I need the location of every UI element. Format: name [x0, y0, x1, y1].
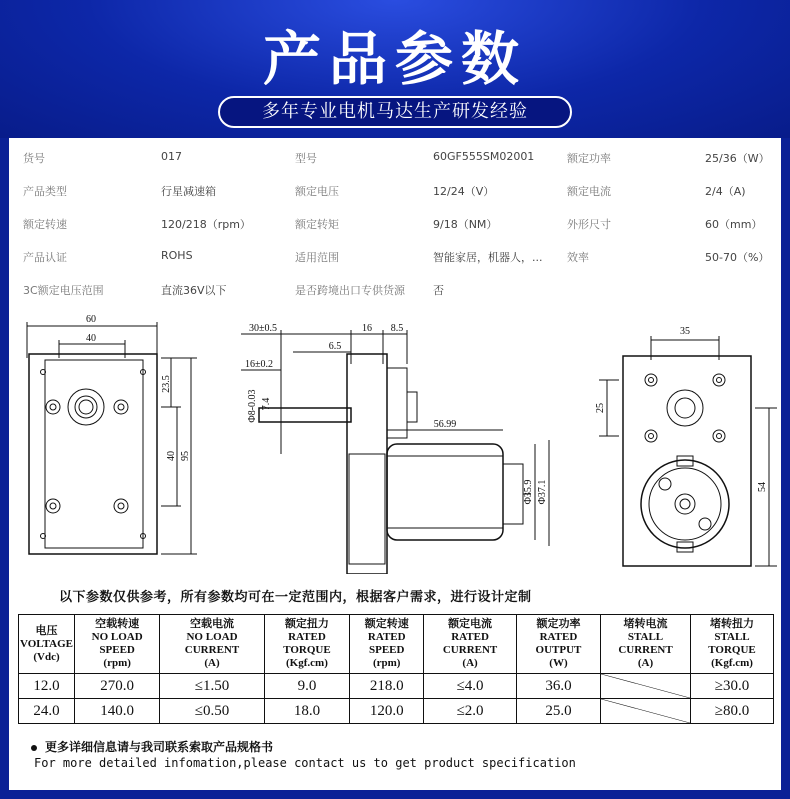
subtitle-badge: 多年专业电机马达生产研发经验 [218, 96, 572, 128]
front-dim-hole-height: 40 [166, 451, 177, 461]
spec-label: 额定功率 [567, 152, 611, 165]
col-header-no-load-current: 空载电流 NO LOAD CURRENT (A) [160, 615, 264, 674]
side-view-drawing [231, 324, 561, 574]
spec-label: 效率 [567, 251, 589, 264]
spec-label: 型号 [295, 152, 317, 165]
front-dim-hole-spacing: 40 [86, 333, 96, 344]
table-cell: 36.0 [516, 674, 600, 699]
spec-value: 60（mm） [705, 218, 763, 231]
spec-label: 额定电流 [567, 185, 611, 198]
more-info-en: For more detailed infomation,please contact us to get product specification [34, 756, 576, 770]
table-cell: ≤1.50 [160, 674, 264, 699]
table-row [19, 699, 774, 724]
spec-value: 50-70（%） [705, 251, 770, 264]
table-cell: 218.0 [350, 674, 424, 699]
spec-label: 额定转速 [23, 218, 67, 231]
table-row [19, 674, 774, 699]
front-dim-top-offset: 23.5 [161, 375, 172, 393]
more-info-cn: 更多详细信息请与我司联系索取产品规格书 [31, 738, 273, 755]
spec-value: 2/4（A) [705, 185, 746, 198]
col-header-rated-speed: 额定转速 RATED SPEED (rpm) [350, 615, 424, 674]
back-dim-motor-offset: 54 [757, 482, 768, 492]
spec-value: 12/24（V） [433, 185, 495, 198]
back-view-drawing [589, 324, 779, 574]
col-header-rated-current: 额定电流 RATED CURRENT (A) [424, 615, 517, 674]
spec-value: 智能家居，机器人，... [433, 251, 543, 264]
spec-value: 行星减速箱 [161, 185, 216, 198]
front-dim-height: 95 [180, 451, 191, 461]
side-dim-motor-outer: Φ37.1 [537, 479, 548, 505]
side-dim-motor-dia: Φ35.9 [523, 479, 534, 505]
spec-value: 否 [433, 284, 444, 297]
spec-value: 017 [161, 150, 182, 163]
table-cell: 25.0 [516, 699, 600, 724]
side-dim-cap: 8.5 [390, 324, 404, 334]
col-header-rated-torque: 额定扭力 RATED TORQUE (Kgf.cm) [264, 615, 350, 674]
spec-value: 9/18（NM） [433, 218, 498, 231]
table-header-row [19, 615, 774, 674]
spec-value: 直流36V以下 [161, 284, 227, 297]
side-dim-flat-depth: 7.4 [261, 397, 272, 411]
table-cell: 12.0 [19, 674, 75, 699]
performance-table [18, 614, 774, 724]
spec-label: 3C额定电压范围 [23, 284, 104, 297]
front-view-drawing [21, 314, 201, 564]
table-cell: ≥80.0 [691, 699, 774, 724]
col-header-no-load-speed: 空载转速 NO LOAD SPEED (rpm) [74, 615, 159, 674]
spec-label: 适用范围 [295, 251, 339, 264]
col-header-rated-output: 额定功率 RATED OUTPUT (W) [516, 615, 600, 674]
table-cell: ≤4.0 [424, 674, 517, 699]
back-dim-hole-spacing: 35 [680, 326, 690, 337]
side-dim-shaft-dia: Φ8-0.03 [247, 389, 258, 423]
col-header-stall-current: 堵转电流 STALL CURRENT (A) [601, 615, 691, 674]
side-dim-shaft: 30±0.5 [249, 324, 277, 334]
table-cell: ≤2.0 [424, 699, 517, 724]
spec-label: 额定电压 [295, 185, 339, 198]
spec-label: 产品认证 [23, 251, 67, 264]
spec-value: 25/36（W） [705, 152, 770, 165]
side-dim-step: 6.5 [328, 341, 342, 352]
front-dim-width: 60 [86, 314, 96, 325]
spec-label: 额定转矩 [295, 218, 339, 231]
spec-value: 120/218（rpm） [161, 218, 251, 231]
bullet-icon [31, 745, 37, 751]
table-cell: 9.0 [264, 674, 350, 699]
spec-value: 60GF555SM02001 [433, 150, 535, 163]
table-cell: 18.0 [264, 699, 350, 724]
spec-label: 产品类型 [23, 185, 67, 198]
customization-note: 以下参数仅供参考，所有参数均可在一定范围内，根据客户需求，进行设计定制 [59, 590, 532, 605]
spec-value: ROHS [161, 249, 193, 262]
table-cell: ≤0.50 [160, 699, 264, 724]
empty-diagonal-cell [601, 674, 691, 699]
table-cell: 140.0 [74, 699, 159, 724]
col-header-voltage: 电压 VOLTAGE (Vdc) [19, 615, 75, 674]
back-dim-hole-height: 25 [595, 403, 606, 413]
table-cell: 24.0 [19, 699, 75, 724]
side-dim-flat: 16±0.2 [245, 359, 273, 370]
spec-label: 是否跨境出口专供货源 [295, 284, 405, 297]
page-title: 产品参数 [262, 25, 527, 93]
content-panel [9, 138, 781, 790]
table-cell: ≥30.0 [691, 674, 774, 699]
spec-label: 外形尺寸 [567, 218, 611, 231]
col-header-stall-torque: 堵转扭力 STALL TORQUE (Kgf.cm) [691, 615, 774, 674]
spec-label: 货号 [23, 152, 45, 165]
empty-diagonal-cell [601, 699, 691, 724]
side-dim-body: 16 [362, 324, 372, 334]
header-banner [0, 0, 790, 138]
side-dim-motor-len: 56.99 [433, 419, 457, 430]
table-cell: 270.0 [74, 674, 159, 699]
table-cell: 120.0 [350, 699, 424, 724]
